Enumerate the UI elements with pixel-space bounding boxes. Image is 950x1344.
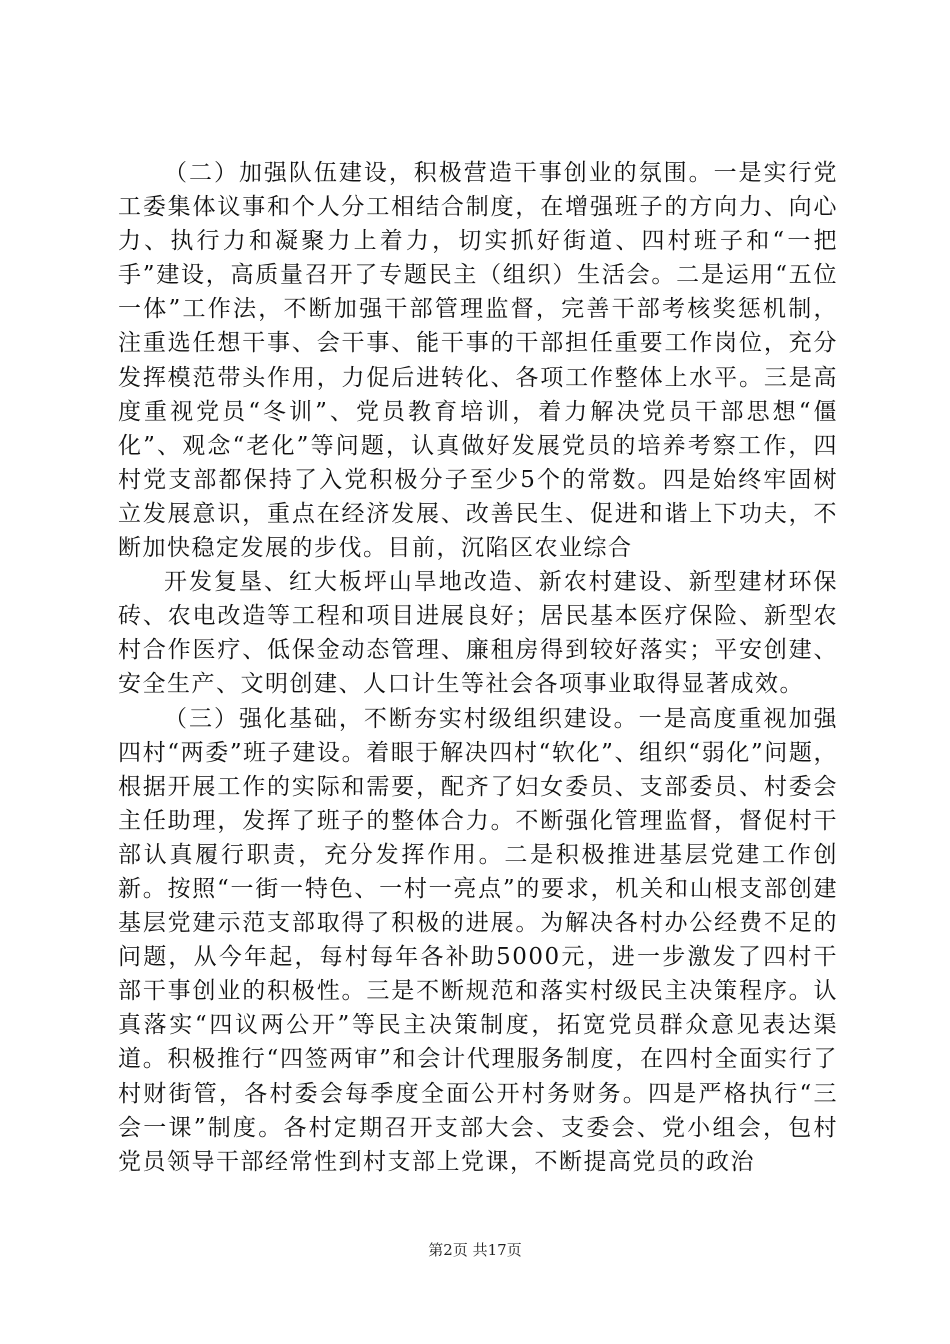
page-number-footer: 第2页 共17页	[428, 1241, 522, 1259]
paragraph-team-building: （二）加强队伍建设，积极营造干事创业的氛围。一是实行党工委集体议事和个人分工相结合制度，在增强班子的方向力、向心力、执行力和凝聚力上着力，切实抓好街道、四村班子和“一把手”建设，高质量召开了专题民主（组织）生活会。二是运用“五位一体”工作法，不断加强干部管理监督，完善干部考核奖惩机制，注重选任想干事、会干事、能干事的干部担任重要工作岗位，充分发挥模范带头作用，力促后进转化、各项工作整体上水平。三是高度重视党员“冬训”、党员教育培训，着力解决党员干部思想“僵化”、观念“老化”等问题，认真做好发展党员的培养考察工作，四村党支部都保持了入党积极分子至少5个的常数。四是始终牢固树立发展意识，重点在经济发展、改善民生、促进和谐上下功夫，不断加快稳定发展的步伐。目前，沉陷区农业综合	[118, 160, 838, 562]
document-body	[118, 156, 838, 1179]
paragraph-village-organization: （三）强化基础，不断夯实村级组织建设。一是高度重视加强四村“两委”班子建设。着眼于解决四村“软化”、组织“弱化”问题，根据开展工作的实际和需要，配齐了妇女委员、支部委员、村委会主任助理，发挥了班子的整体合力。不断强化管理监督，督促村干部认真履行职责，充分发挥作用。二是积极推进基层党建工作创新。按照“一街一特色、一村一亮点”的要求，机关和山根支部创建基层党建示范支部取得了积极的进展。为解决各村办公经费不足的问题，从今年起，每村每年各补助5000元，进一步激发了四村干部干事创业的积极性。三是不断规范和落实村级民主决策程序。认真落实“四议两公开”等民主决策制度，拓宽党员群众意见表达渠道。积极推行“四签两审”和会计代理服务制度，在四村全面实行了村财街管，各村委会每季度全面公开村务财务。四是严格执行“三会一课”制度。各村定期召开支部大会、支委会、党小组会，包村党员领导干部经常性到村支部上党课，不断提高党员的政治	[118, 705, 838, 1175]
paragraph-project-progress: 开发复垦、红大板坪山旱地改造、新农村建设、新型建材环保砖、农电改造等工程和项目进展良好；居民基本医疗保险、新型农村合作医疗、低保金动态管理、廉租房得到较好落实；平安创建、安全生产、文明创建、人口计生等社会各项事业取得显著成效。	[118, 569, 838, 698]
